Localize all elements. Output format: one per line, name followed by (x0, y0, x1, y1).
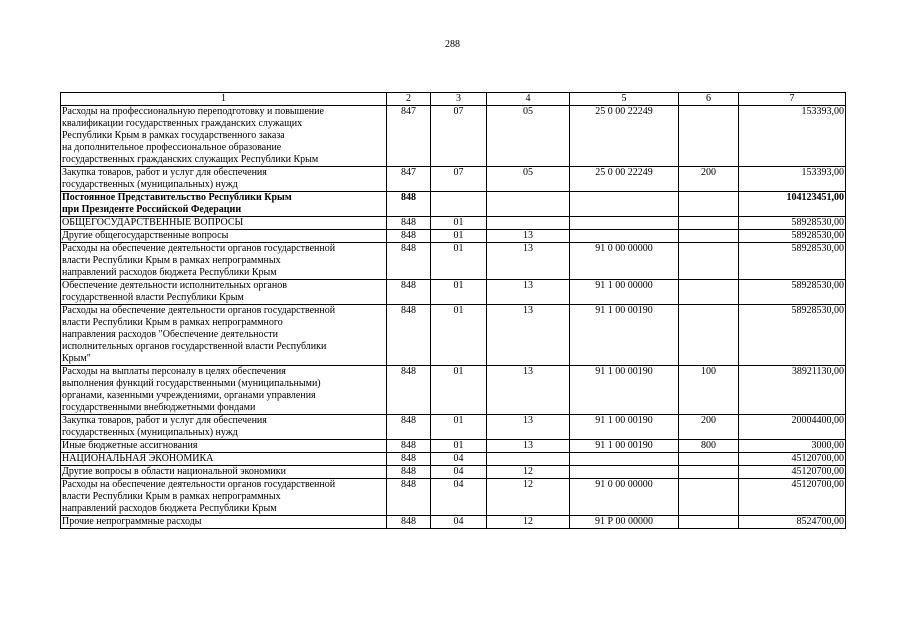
cell-name (61, 230, 387, 243)
cell-name-line: направлений расходов бюджета Республики Крым (62, 503, 277, 514)
cell-ministry-code: 848 (387, 453, 431, 466)
cell-name-line: Республики Крым в рамках государственного заказа (62, 130, 285, 141)
cell-name (61, 415, 387, 440)
cell-target-article: 91 0 00 00000 (570, 479, 679, 516)
table-row (61, 167, 846, 192)
cell-section: 01 (431, 243, 487, 280)
cell-subsection: 05 (487, 106, 570, 167)
cell-ministry-code: 848 (387, 440, 431, 453)
cell-expense-type (679, 516, 739, 529)
cell-expense-type (679, 466, 739, 479)
cell-name-line: государственной власти Республики Крым (62, 292, 244, 303)
cell-name (61, 217, 387, 230)
cell-name (61, 366, 387, 415)
cell-amount: 45120700,00 (739, 453, 846, 466)
cell-name (61, 479, 387, 516)
header-row (61, 93, 846, 106)
cell-name-line: Расходы на обеспечение деятельности органов государственной (62, 305, 336, 316)
cell-ministry-code: 848 (387, 466, 431, 479)
cell-name-line: при Президенте Российской Федерации (62, 204, 242, 215)
cell-expense-type (679, 106, 739, 167)
cell-amount: 20004400,00 (739, 415, 846, 440)
cell-name-line: Расходы на выплаты персоналу в целях обеспечения (62, 366, 286, 377)
cell-amount: 58928530,00 (739, 243, 846, 280)
cell-target-article: 25 0 00 22249 (570, 167, 679, 192)
cell-name-line: органами, казенными учреждениями, органами управления (62, 390, 316, 401)
cell-name-line: государственных (муниципальных) нужд (62, 179, 238, 190)
cell-amount: 58928530,00 (739, 217, 846, 230)
cell-name-line: государственными внебюджетными фондами (62, 402, 256, 413)
cell-name (61, 440, 387, 453)
cell-name-line: власти Республики Крым в рамках непрограммных (62, 491, 281, 502)
cell-section: 04 (431, 479, 487, 516)
cell-name-line: Расходы на профессиональную переподготовку и повышение (62, 106, 324, 117)
cell-name (61, 466, 387, 479)
column-header-2: 2 (387, 93, 431, 106)
cell-ministry-code: 848 (387, 280, 431, 305)
budget-table (60, 92, 846, 529)
column-header-5: 5 (570, 93, 679, 106)
cell-ministry-code: 848 (387, 366, 431, 415)
cell-subsection: 13 (487, 230, 570, 243)
cell-name-line: направления расходов "Обеспечение деятельности (62, 329, 278, 340)
cell-subsection: 12 (487, 516, 570, 529)
cell-ministry-code: 848 (387, 305, 431, 366)
table-row (61, 516, 846, 529)
cell-target-article: 91 1 00 00190 (570, 440, 679, 453)
column-header-4: 4 (487, 93, 570, 106)
table-row (61, 415, 846, 440)
cell-ministry-code: 848 (387, 230, 431, 243)
cell-subsection (487, 453, 570, 466)
cell-name-line: ОБЩЕГОСУДАРСТВЕННЫЕ ВОПРОСЫ (62, 217, 244, 228)
table-row (61, 106, 846, 167)
cell-target-article (570, 230, 679, 243)
cell-name-line: Обеспечение деятельности исполнительных органов (62, 280, 287, 291)
table-row (61, 192, 846, 217)
column-header-1: 1 (61, 93, 387, 106)
cell-target-article: 91 0 00 00000 (570, 243, 679, 280)
table-row (61, 453, 846, 466)
cell-expense-type (679, 192, 739, 217)
cell-amount: 3000,00 (739, 440, 846, 453)
cell-name-line: государственных (муниципальных) нужд (62, 427, 238, 438)
cell-section: 01 (431, 440, 487, 453)
cell-section: 07 (431, 106, 487, 167)
page-number: 288 (445, 39, 460, 50)
cell-name-line: Другие общегосударственные вопросы (62, 230, 229, 241)
table-row (61, 366, 846, 415)
cell-expense-type: 800 (679, 440, 739, 453)
cell-amount: 45120700,00 (739, 466, 846, 479)
cell-name (61, 305, 387, 366)
table-row (61, 217, 846, 230)
cell-name (61, 106, 387, 167)
cell-name (61, 453, 387, 466)
cell-name-line: квалификации государственных гражданских служащих (62, 118, 303, 129)
cell-name (61, 167, 387, 192)
cell-subsection: 12 (487, 466, 570, 479)
cell-section: 01 (431, 280, 487, 305)
table-row (61, 243, 846, 280)
cell-target-article (570, 192, 679, 217)
cell-target-article: 91 Р 00 00000 (570, 516, 679, 529)
cell-amount: 8524700,00 (739, 516, 846, 529)
cell-subsection: 13 (487, 280, 570, 305)
cell-name-line: власти Республики Крым в рамках непрограммного (62, 317, 283, 328)
cell-name-line: исполнительных органов государственной власти Республики (62, 341, 327, 352)
cell-amount: 38921130,00 (739, 366, 846, 415)
cell-target-article: 91 1 00 00190 (570, 305, 679, 366)
cell-name-line: Закупка товаров, работ и услуг для обеспечения (62, 167, 267, 178)
cell-expense-type (679, 230, 739, 243)
cell-amount: 58928530,00 (739, 280, 846, 305)
cell-section: 04 (431, 453, 487, 466)
cell-ministry-code: 848 (387, 479, 431, 516)
cell-subsection: 13 (487, 243, 570, 280)
cell-amount: 45120700,00 (739, 479, 846, 516)
cell-section: 01 (431, 230, 487, 243)
cell-name-line: Прочие непрограммные расходы (62, 516, 202, 527)
cell-subsection (487, 192, 570, 217)
cell-section: 04 (431, 516, 487, 529)
table-row (61, 479, 846, 516)
cell-name-line: НАЦИОНАЛЬНАЯ ЭКОНОМИКА (62, 453, 214, 464)
cell-section: 01 (431, 366, 487, 415)
cell-ministry-code: 848 (387, 415, 431, 440)
cell-target-article (570, 453, 679, 466)
cell-subsection: 13 (487, 366, 570, 415)
cell-name-line: выполнения функций государственными (муниципальными) (62, 378, 321, 389)
cell-subsection: 12 (487, 479, 570, 516)
cell-target-article: 91 1 00 00190 (570, 415, 679, 440)
cell-name-line: Постоянное Представительство Республики Крым (62, 192, 292, 203)
cell-name-line: на дополнительное профессиональное образование (62, 142, 282, 153)
cell-expense-type (679, 217, 739, 230)
table-row (61, 440, 846, 453)
cell-name-line: Расходы на обеспечение деятельности органов государственной (62, 479, 336, 490)
column-header-7: 7 (739, 93, 846, 106)
cell-subsection: 13 (487, 305, 570, 366)
table-row (61, 466, 846, 479)
cell-name (61, 280, 387, 305)
cell-section: 07 (431, 167, 487, 192)
cell-amount: 153393,00 (739, 167, 846, 192)
cell-subsection: 05 (487, 167, 570, 192)
table-row (61, 305, 846, 366)
cell-ministry-code: 848 (387, 243, 431, 280)
cell-name-line: Иные бюджетные ассигнования (62, 440, 198, 451)
cell-amount: 58928530,00 (739, 230, 846, 243)
cell-subsection: 13 (487, 415, 570, 440)
cell-expense-type (679, 243, 739, 280)
cell-ministry-code: 848 (387, 192, 431, 217)
cell-expense-type (679, 305, 739, 366)
cell-subsection (487, 217, 570, 230)
cell-amount: 58928530,00 (739, 305, 846, 366)
cell-name-line: направлений расходов бюджета Республики Крым (62, 267, 277, 278)
cell-target-article: 25 0 00 22249 (570, 106, 679, 167)
column-header-3: 3 (431, 93, 487, 106)
cell-section: 04 (431, 466, 487, 479)
cell-name-line: Расходы на обеспечение деятельности органов государственной (62, 243, 336, 254)
cell-amount: 104123451,00 (739, 192, 846, 217)
cell-expense-type (679, 280, 739, 305)
column-header-6: 6 (679, 93, 739, 106)
cell-section: 01 (431, 305, 487, 366)
cell-expense-type (679, 453, 739, 466)
cell-target-article (570, 217, 679, 230)
cell-section (431, 192, 487, 217)
cell-target-article: 91 1 00 00000 (570, 280, 679, 305)
cell-name-line: государственных гражданских служащих Республики Крым (62, 154, 319, 165)
table-body (61, 106, 846, 529)
cell-subsection: 13 (487, 440, 570, 453)
cell-target-article (570, 466, 679, 479)
table-row (61, 280, 846, 305)
cell-ministry-code: 847 (387, 106, 431, 167)
cell-expense-type: 200 (679, 167, 739, 192)
cell-name-line: Другие вопросы в области национальной экономики (62, 466, 286, 477)
cell-amount: 153393,00 (739, 106, 846, 167)
cell-name-line: Закупка товаров, работ и услуг для обеспечения (62, 415, 267, 426)
cell-name (61, 192, 387, 217)
cell-ministry-code: 848 (387, 516, 431, 529)
cell-name-line: власти Республики Крым в рамках непрограммных (62, 255, 281, 266)
cell-name (61, 243, 387, 280)
cell-expense-type: 200 (679, 415, 739, 440)
cell-section: 01 (431, 415, 487, 440)
cell-name-line: Крым" (62, 353, 91, 364)
cell-ministry-code: 847 (387, 167, 431, 192)
cell-ministry-code: 848 (387, 217, 431, 230)
cell-expense-type (679, 479, 739, 516)
cell-section: 01 (431, 217, 487, 230)
cell-expense-type: 100 (679, 366, 739, 415)
table-row (61, 230, 846, 243)
cell-name (61, 516, 387, 529)
cell-target-article: 91 1 00 00190 (570, 366, 679, 415)
